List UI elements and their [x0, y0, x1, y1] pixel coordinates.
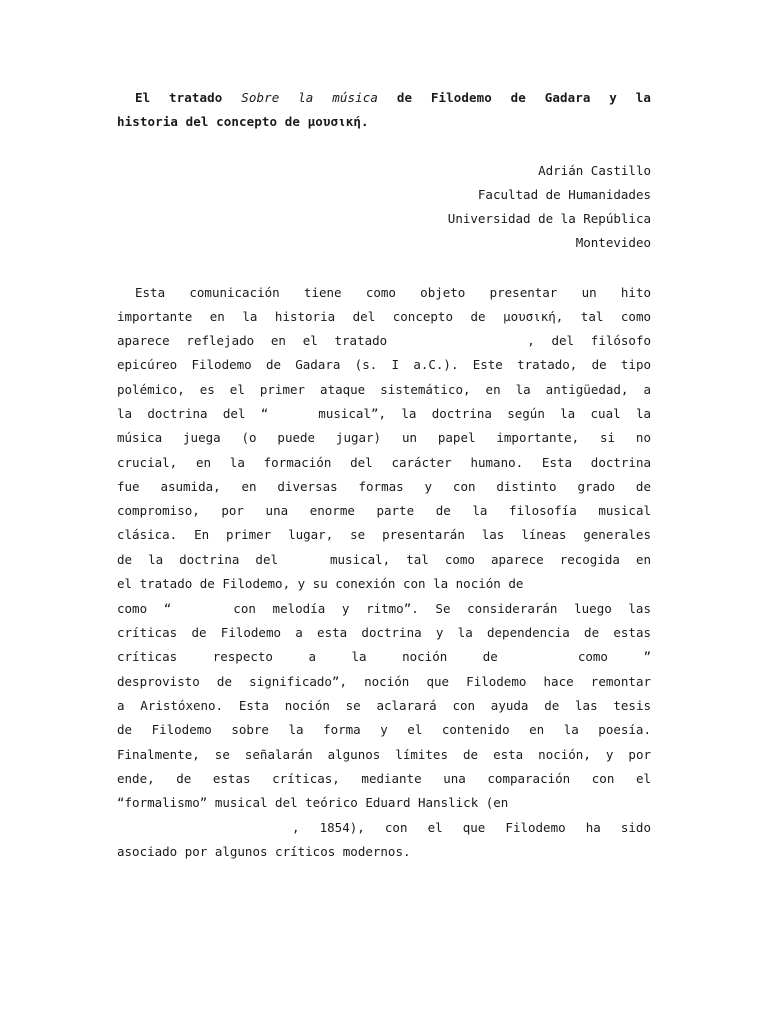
title-italic-work: Sobre la música [241, 90, 378, 105]
body-text: , del filósofo [527, 333, 652, 348]
body-line: fue asumida, en diversas formas y con distinto grado de [117, 479, 651, 494]
body-line: clásica. En primer lugar, se presentarán las líneas generales [117, 527, 651, 542]
body-line: Finalmente, se señalarán algunos límites de esta noción, y por [117, 747, 651, 762]
author-faculty: Facultad de Humanidades [477, 187, 651, 202]
body-line: importante en la historia del concepto de μουσική, tal como [117, 309, 651, 324]
body-line: polémico, es el primer ataque sistemático, en la antigüedad, a [117, 382, 651, 397]
body-line [117, 645, 651, 669]
body-line: epicúreo Filodemo de Gadara (s. I a.C.). Este tratado, de tipo [117, 357, 651, 372]
title-text: El tratado [135, 90, 223, 105]
body-line: desprovisto de significado”, noción que Filodemo hace remontar [117, 674, 651, 689]
body-text: aparece reflejado en el tratado [117, 333, 388, 348]
body-text: como ” [577, 649, 652, 664]
body-line: asociado por algunos críticos modernos. [117, 844, 411, 859]
body-text: con melodía y ritmo”. Se considerarán luego las [233, 601, 651, 616]
body-line: compromiso, por una enorme parte de la filosofía musical [117, 503, 651, 518]
title-line-1 [117, 86, 651, 110]
body-line: críticas de Filodemo a esta doctrina y la dependencia de estas [117, 625, 651, 640]
author-university: Universidad de la República [447, 211, 651, 226]
body-line [117, 329, 651, 353]
body-text: críticas respecto a la noción de [117, 649, 498, 664]
body-text: la doctrina del “ [117, 406, 269, 421]
title-line-2: historia del concepto de μουσική. [117, 114, 369, 129]
body-line [117, 548, 651, 572]
author-city: Montevideo [575, 235, 651, 250]
title-text-cont: de Filodemo de Gadara y la [396, 90, 651, 105]
body-line: de Filodemo sobre la forma y el contenido en la poesía. [117, 722, 651, 737]
body-text: musical”, la doctrina según la cual la [318, 406, 651, 421]
body-line: a Aristóxeno. Esta noción se aclarará con ayuda de las tesis [117, 698, 651, 713]
body-line: , 1854), con el que Filodemo ha sido [292, 820, 651, 835]
body-line: música juega (o puede jugar) un papel importante, si no [117, 430, 651, 445]
body-text: como “ [117, 601, 172, 616]
body-line: crucial, en la formación del carácter humano. Esta doctrina [117, 455, 651, 470]
author-name: Adrián Castillo [538, 163, 651, 178]
body-line: ende, de estas críticas, mediante una comparación con el [117, 771, 651, 786]
body-line: “formalismo” musical del teórico Eduard Hanslick (en [117, 795, 509, 810]
body-text: de la doctrina del [117, 552, 278, 567]
body-text: musical, tal como aparece recogida en [330, 552, 651, 567]
body-line [117, 402, 651, 426]
body-line: Esta comunicación tiene como objeto presentar un hito [135, 285, 651, 300]
body-line: el tratado de Filodemo, y su conexión con la noción de [117, 576, 524, 591]
body-line [117, 597, 651, 621]
